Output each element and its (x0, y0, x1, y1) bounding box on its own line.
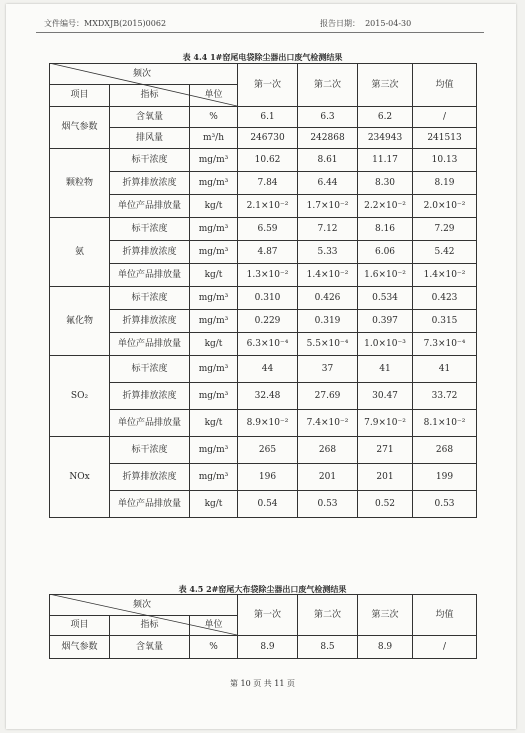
v2-cell: 6.44 (298, 172, 358, 195)
unit-cell: mg/m³ (190, 172, 238, 195)
group-name-cell: 烟气参数 (50, 107, 110, 149)
column-header-item: 项目 (50, 616, 110, 636)
index-cell: 单位产品排放量 (110, 491, 190, 518)
table2-title: 表 4.5 2#窑尾大布袋除尘器出口废气检测结果 (178, 584, 347, 594)
v1-cell: 10.62 (238, 149, 298, 172)
unit-cell: mg/m³ (190, 287, 238, 310)
page-number: 第 10 页 共 11 页 (229, 679, 296, 688)
table-row (50, 491, 477, 518)
v1-cell: 6.59 (238, 218, 298, 241)
v3-cell: 6.06 (358, 241, 413, 264)
v1-cell: 1.3×10⁻² (238, 264, 298, 287)
avg-cell: 8.19 (413, 172, 477, 195)
unit-cell: % (190, 636, 238, 659)
v2-cell: 0.53 (298, 491, 358, 518)
table-row (50, 241, 477, 264)
group-name-cell: 烟气参数 (50, 636, 110, 659)
v3-cell: 11.17 (358, 149, 413, 172)
index-cell: 含氧量 (110, 636, 190, 659)
v2-cell: 242868 (298, 128, 358, 149)
avg-cell: 41 (413, 356, 477, 383)
header-diagonal-line (49, 63, 237, 106)
index-cell: 单位产品排放量 (110, 410, 190, 437)
v1-cell: 196 (238, 464, 298, 491)
v3-cell: 201 (358, 464, 413, 491)
v1-cell: 0.54 (238, 491, 298, 518)
table-row (50, 149, 477, 172)
v2-cell: 7.4×10⁻² (298, 410, 358, 437)
column-header-3: 第三次 (358, 595, 413, 636)
v1-cell: 8.9×10⁻² (238, 410, 298, 437)
table-row (50, 464, 477, 491)
v2-cell: 27.69 (298, 383, 358, 410)
unit-cell: mg/m³ (190, 383, 238, 410)
index-cell: 标干浓度 (110, 437, 190, 464)
v3-cell: 1.0×10⁻³ (358, 333, 413, 356)
v3-cell: 0.397 (358, 310, 413, 333)
index-cell: 折算排放浓度 (110, 383, 190, 410)
table-row (50, 218, 477, 241)
unit-cell: mg/m³ (190, 464, 238, 491)
column-header-avg: 均值 (413, 64, 477, 107)
avg-cell: 5.42 (413, 241, 477, 264)
index-cell: 含氧量 (110, 107, 190, 128)
v1-cell: 0.310 (238, 287, 298, 310)
v1-cell: 32.48 (238, 383, 298, 410)
unit-cell: mg/m³ (190, 356, 238, 383)
unit-cell: mg/m³ (190, 218, 238, 241)
v2-cell: 5.5×10⁻⁴ (298, 333, 358, 356)
table1-body (50, 64, 477, 518)
unit-cell: kg/t (190, 195, 238, 218)
v3-cell: 234943 (358, 128, 413, 149)
avg-cell: 268 (413, 437, 477, 464)
header-rule (36, 32, 484, 33)
column-header-3: 第三次 (358, 64, 413, 107)
v2-cell: 6.3 (298, 107, 358, 128)
group-name-cell: 颗粒物 (50, 149, 110, 218)
column-header-1: 第一次 (238, 64, 298, 107)
avg-cell: 199 (413, 464, 477, 491)
avg-cell: 1.4×10⁻² (413, 264, 477, 287)
index-cell: 单位产品排放量 (110, 264, 190, 287)
avg-cell: 0.53 (413, 491, 477, 518)
v3-cell: 1.6×10⁻² (358, 264, 413, 287)
avg-cell: 33.72 (413, 383, 477, 410)
index-cell: 标干浓度 (110, 218, 190, 241)
index-cell: 标干浓度 (110, 287, 190, 310)
v1-cell: 246730 (238, 128, 298, 149)
v1-cell: 6.1 (238, 107, 298, 128)
v3-cell: 30.47 (358, 383, 413, 410)
avg-cell: 0.423 (413, 287, 477, 310)
column-header-2: 第二次 (298, 64, 358, 107)
column-header-unit: 单位 (190, 616, 238, 636)
report-date-value: 2015-04-30 (365, 19, 412, 28)
v2-cell: 8.61 (298, 149, 358, 172)
v1-cell: 7.84 (238, 172, 298, 195)
index-cell: 折算排放浓度 (110, 172, 190, 195)
v1-cell: 6.3×10⁻⁴ (238, 333, 298, 356)
unit-cell: % (190, 107, 238, 128)
v2-cell: 5.33 (298, 241, 358, 264)
index-cell: 标干浓度 (110, 356, 190, 383)
table-row (50, 107, 477, 128)
unit-cell: mg/m³ (190, 310, 238, 333)
table-row (50, 195, 477, 218)
file-number: 文件编号：MXDXJB(2015)0062 (44, 19, 167, 28)
group-name-cell: NOx (50, 437, 110, 518)
v3-cell: 7.9×10⁻² (358, 410, 413, 437)
unit-cell: kg/t (190, 491, 238, 518)
frequency-header-cell: 频次 (50, 595, 238, 616)
column-header-avg: 均值 (413, 595, 477, 636)
avg-cell: 241513 (413, 128, 477, 149)
table-row (50, 172, 477, 195)
column-header-unit: 单位 (190, 85, 238, 107)
group-name-cell: 氟化物 (50, 287, 110, 356)
table1-title: 表 4.4 1#窑尾电袋除尘器出口废气检测结果 (182, 52, 343, 62)
unit-cell: kg/t (190, 264, 238, 287)
table-row (50, 287, 477, 310)
table-row (50, 437, 477, 464)
avg-cell: 0.315 (413, 310, 477, 333)
column-header-index: 指标 (110, 616, 190, 636)
unit-cell: mg/m³ (190, 241, 238, 264)
group-name-cell: 氨 (50, 218, 110, 287)
v2-cell: 0.319 (298, 310, 358, 333)
v3-cell: 8.9 (358, 636, 413, 659)
avg-cell: / (413, 636, 477, 659)
v3-cell: 2.2×10⁻² (358, 195, 413, 218)
table-row (50, 128, 477, 149)
group-name-cell: SO₂ (50, 356, 110, 437)
v2-cell: 0.426 (298, 287, 358, 310)
v1-cell: 8.9 (238, 636, 298, 659)
avg-cell: 8.1×10⁻² (413, 410, 477, 437)
table-row (50, 383, 477, 410)
avg-cell: / (413, 107, 477, 128)
v3-cell: 6.2 (358, 107, 413, 128)
v1-cell: 0.229 (238, 310, 298, 333)
avg-cell: 7.3×10⁻⁴ (413, 333, 477, 356)
index-cell: 单位产品排放量 (110, 195, 190, 218)
v2-cell: 268 (298, 437, 358, 464)
v1-cell: 4.87 (238, 241, 298, 264)
v2-cell: 1.7×10⁻² (298, 195, 358, 218)
v3-cell: 8.16 (358, 218, 413, 241)
unit-cell: mg/m³ (190, 149, 238, 172)
frequency-header-cell: 频次 (50, 64, 238, 85)
column-header-item: 项目 (50, 85, 110, 107)
table1 (49, 63, 477, 518)
header-diagonal-line (49, 594, 237, 635)
index-cell: 折算排放浓度 (110, 241, 190, 264)
avg-cell: 2.0×10⁻² (413, 195, 477, 218)
column-header-index: 指标 (110, 85, 190, 107)
table-row (50, 410, 477, 437)
table-row (50, 264, 477, 287)
v2-cell: 37 (298, 356, 358, 383)
table-row (50, 356, 477, 383)
column-header-1: 第一次 (238, 595, 298, 636)
v2-cell: 201 (298, 464, 358, 491)
v1-cell: 2.1×10⁻² (238, 195, 298, 218)
v3-cell: 8.30 (358, 172, 413, 195)
unit-cell: kg/t (190, 410, 238, 437)
v3-cell: 0.534 (358, 287, 413, 310)
v3-cell: 0.52 (358, 491, 413, 518)
v2-cell: 7.12 (298, 218, 358, 241)
avg-cell: 7.29 (413, 218, 477, 241)
v1-cell: 44 (238, 356, 298, 383)
v2-cell: 1.4×10⁻² (298, 264, 358, 287)
report-date-label: 报告日期： (320, 19, 360, 28)
column-header-2: 第二次 (298, 595, 358, 636)
avg-cell: 10.13 (413, 149, 477, 172)
table-row (50, 310, 477, 333)
v3-cell: 271 (358, 437, 413, 464)
index-cell: 折算排放浓度 (110, 464, 190, 491)
index-cell: 排风量 (110, 128, 190, 149)
index-cell: 单位产品排放量 (110, 333, 190, 356)
v3-cell: 41 (358, 356, 413, 383)
v2-cell: 8.5 (298, 636, 358, 659)
unit-cell: m³/h (190, 128, 238, 149)
v1-cell: 265 (238, 437, 298, 464)
index-cell: 标干浓度 (110, 149, 190, 172)
table-row (50, 333, 477, 356)
index-cell: 折算排放浓度 (110, 310, 190, 333)
unit-cell: kg/t (190, 333, 238, 356)
table-row (50, 636, 477, 659)
unit-cell: mg/m³ (190, 437, 238, 464)
report-date (320, 18, 411, 29)
